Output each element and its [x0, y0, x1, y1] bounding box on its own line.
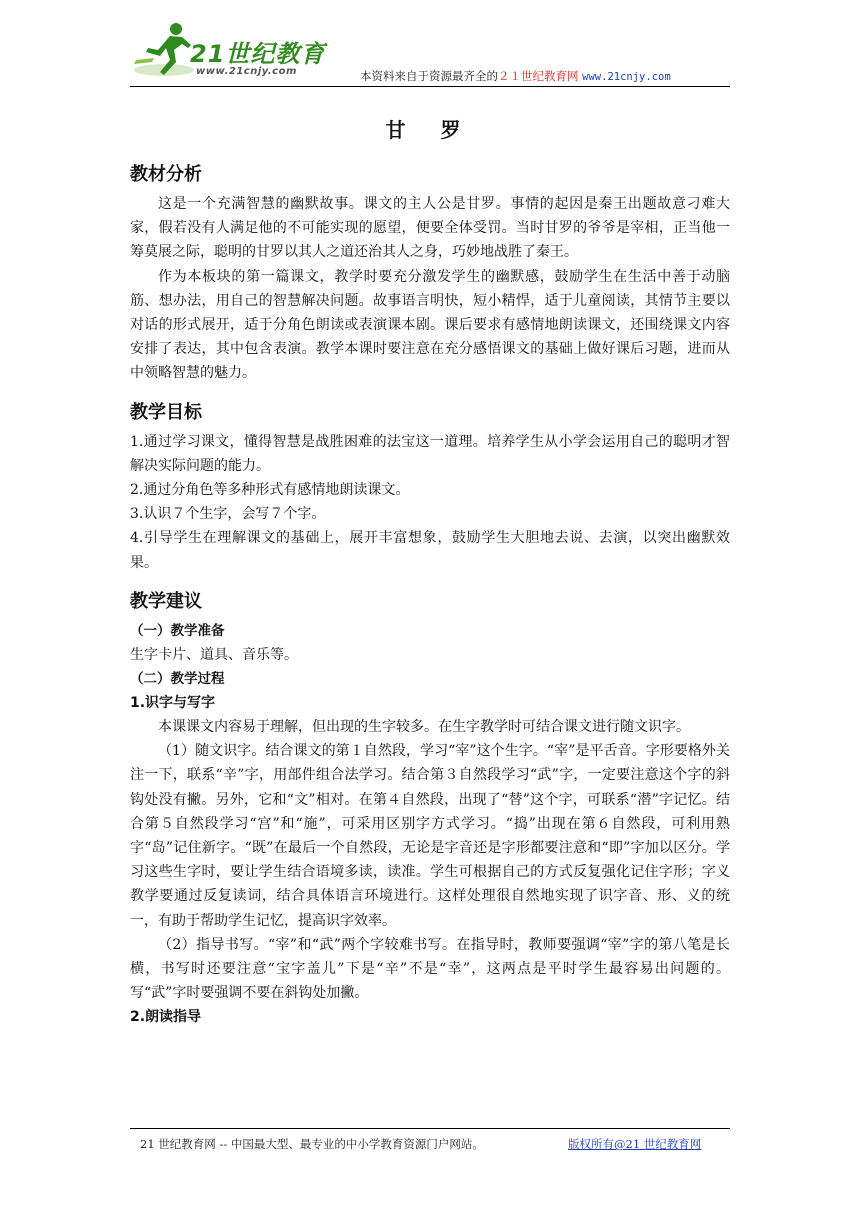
step-heading-reading: 2.朗读指导 [130, 1009, 202, 1026]
logo-wordmark: 21世纪教育 [190, 40, 326, 68]
goal-item-2: 2.通过分角色等多种形式有感情地朗读课文。 [130, 482, 410, 499]
goal-item-4: 4.引导学生在理解课文的基础上，展开丰富想象，鼓励学生大胆地去说、去演，以突出幽默效果。 [130, 530, 730, 571]
header-note-site-name[interactable]: ２１世纪教育网 [498, 69, 579, 83]
literacy-paragraph-2: （1）随文识字。结合课文的第１自然段，学习“宰”这个生字。“宰”是平舌音。字形要格外关注一下，联系“辛”字，用部件组合法学习。结合第３自然段学习“武”字，一定要注意这个字的斜钩处没有撇。另外，它和“文”相对。在第４自然段，出现了“替”这个字，可联系“潜”字记忆。结合第５自然段学习“宫”和“施”，可采用区别字方式学习。“捣”出现在第６自然段，可利用熟字“岛”记住新字。“既”在最后一个自然段，无论是字音还是字形都要注意和“即”字加以区分。学习这些生字时，要让学生结合语境多读，读准。学生可根据自己的方式反复强化记住字形；字义教学要通过反复读词，结合具体语言环境进行。这样处理很自然地实现了识字音、形、义的统一，有助于帮助学生记忆，提高识字效率。 [130, 743, 730, 929]
step-heading-literacy: 1.识字与写字 [130, 695, 216, 712]
section-heading-goals: 教学目标 [130, 401, 202, 423]
analysis-paragraph-1: 这是一个充满智慧的幽默故事。课文的主人公是甘罗。事情的起因是秦王出题故意刁难大家，假若没有人满足他的不可能实现的愿望，便要全体受罚。当时甘罗的爷爷是宰相，正当他一筹莫展之际，聪明的甘罗以其人之道还治其人之身，巧妙地战胜了秦王。 [130, 196, 730, 261]
section-heading-advice: 教学建议 [130, 590, 202, 612]
page-header [130, 20, 730, 86]
running-figure-logo-icon [130, 20, 194, 82]
header-note [360, 68, 671, 84]
document-body [130, 112, 730, 1029]
logo-url: www.21cnjy.com [196, 66, 297, 77]
goal-item-1: 1.通过学习课文，懂得智慧是战胜困难的法宝这一道理。培养学生从小学会运用自己的聪明才智解决实际问题的能力。 [130, 433, 730, 474]
header-divider [130, 86, 730, 87]
footer-copyright-link[interactable]: 版权所有@21 世纪教育网 [568, 1137, 702, 1151]
footer-text: 21 世纪教育网 -- 中国最大型、最专业的中小学教育资源门户网站。 [140, 1137, 484, 1151]
subheading-preparation: （一）教学准备 [130, 622, 225, 639]
section-heading-analysis: 教材分析 [130, 164, 202, 185]
goal-item-3: 3.认识７个生字，会写７个字。 [130, 506, 326, 523]
preparation-text: 生字卡片、道具、音乐等。 [130, 646, 298, 663]
header-note-url[interactable]: www.21cnjy.com [582, 71, 671, 83]
literacy-paragraph-3: （2）指导书写。“宰”和“武”两个字较难书写。在指导时，教师要强调“宰”字的第八笔是长横，书写时还要注意“宝字盖儿”下是“辛”不是“幸”，这两点是平时学生最容易出问题的。写“武”字时要强调不要在斜钩处加撇。 [130, 936, 730, 1002]
literacy-paragraph-1: 本课课文内容易于理解，但出现的生字较多。在生字教学时可结合课文进行随文识字。 [158, 719, 690, 736]
page-title: 甘 罗 [385, 118, 475, 142]
header-note-prefix: 本资料来自于资源最齐全的 [360, 69, 498, 83]
subheading-process: （二）教学过程 [130, 671, 225, 688]
footer-divider [130, 1128, 730, 1129]
analysis-paragraph-2: 作为本板块的第一篇课文，教学时要充分激发学生的幽默感，鼓励学生在生活中善于动脑筋、想办法，用自己的智慧解决问题。故事语言明快，短小精悍，适于儿童阅读，其情节主要以对话的形式展开，适于分角色朗读或表演课本剧。课后要求有感情地朗读课文，还围绕课文内容安排了表达，其中包含表演。教学本课时要注意在充分感悟课文的基础上做好课后习题，进而从中领略智慧的魅力。 [130, 268, 730, 382]
